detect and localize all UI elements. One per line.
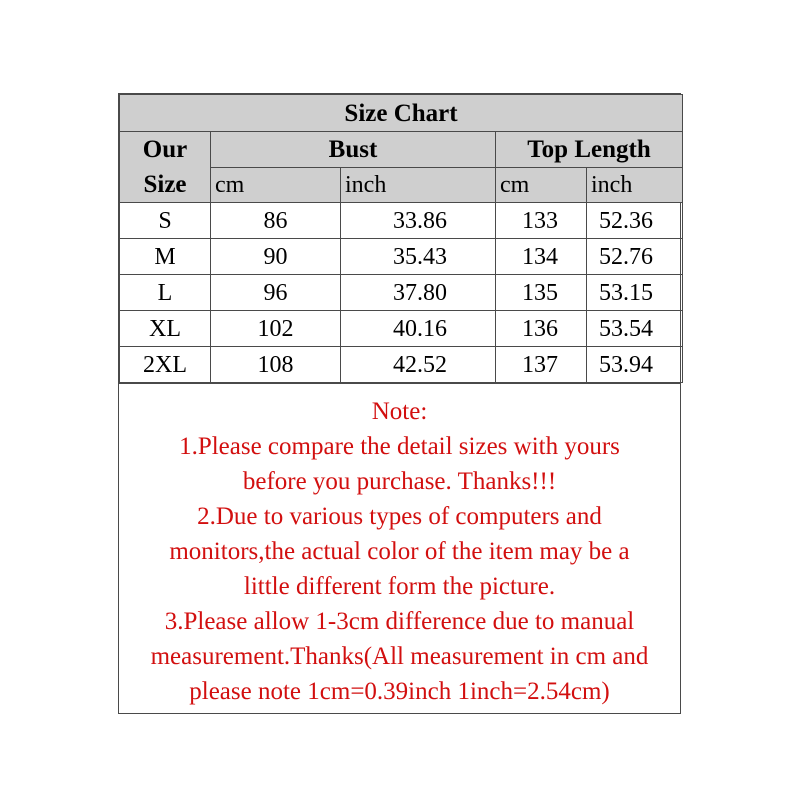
bust-cm-cell: 102 — [211, 311, 341, 347]
note-line: before you purchase. Thanks!!! — [242, 468, 557, 495]
bust-cm-unit: cm — [211, 168, 341, 203]
size-chart — [118, 93, 681, 714]
size-cell: L — [120, 275, 211, 311]
table-row — [120, 347, 683, 383]
our-size-header — [120, 132, 211, 203]
length-inch-unit: inch — [587, 168, 683, 203]
size-cell: S — [120, 203, 211, 239]
note-line: 2.Due to various types of computers and — [197, 503, 602, 530]
length-cm-cell: 137 — [496, 347, 587, 383]
note-line: little different form the picture. — [243, 573, 556, 600]
note-line: 1.Please compare the detail sizes with yours — [179, 433, 620, 460]
note-line: measurement.Thanks(All measurement in cm and — [150, 643, 649, 670]
table-row — [120, 239, 683, 275]
our-size-line1: Our — [142, 136, 188, 163]
note-line: monitors,the actual color of the item may be a — [169, 538, 630, 565]
length-inch-cell: 53.94 — [587, 347, 683, 383]
bust-cm-cell: 108 — [211, 347, 341, 383]
chart-title: Size Chart — [120, 95, 683, 132]
size-table — [119, 94, 683, 383]
bust-inch-unit: inch — [341, 168, 496, 203]
length-cm-cell: 136 — [496, 311, 587, 347]
size-cell: 2XL — [120, 347, 211, 383]
note-box — [119, 383, 680, 713]
length-cm-cell: 133 — [496, 203, 587, 239]
bust-inch-cell: 40.16 — [341, 311, 496, 347]
bust-cm-cell: 86 — [211, 203, 341, 239]
note-line: 3.Please allow 1-3cm difference due to manual — [164, 608, 635, 635]
length-inch-cell: 52.36 — [587, 203, 683, 239]
table-row — [120, 311, 683, 347]
length-cm-cell: 135 — [496, 275, 587, 311]
top-length-header: Top Length — [496, 132, 683, 168]
size-cell: XL — [120, 311, 211, 347]
bust-cm-cell: 90 — [211, 239, 341, 275]
bust-inch-cell: 35.43 — [341, 239, 496, 275]
bust-inch-cell: 33.86 — [341, 203, 496, 239]
length-inch-cell: 53.15 — [587, 275, 683, 311]
size-cell: M — [120, 239, 211, 275]
length-cm-unit: cm — [496, 168, 587, 203]
length-inch-cell: 53.54 — [587, 311, 683, 347]
note-line: please note 1cm=0.39inch 1inch=2.54cm) — [189, 678, 610, 705]
table-row — [120, 275, 683, 311]
length-cm-cell: 134 — [496, 239, 587, 275]
table-row — [120, 203, 683, 239]
length-inch-cell: 52.76 — [587, 239, 683, 275]
bust-cm-cell: 96 — [211, 275, 341, 311]
our-size-line2: Size — [143, 171, 187, 198]
bust-inch-cell: 42.52 — [341, 347, 496, 383]
bust-inch-cell: 37.80 — [341, 275, 496, 311]
note-heading: Note: — [371, 398, 428, 425]
bust-header: Bust — [211, 132, 496, 168]
